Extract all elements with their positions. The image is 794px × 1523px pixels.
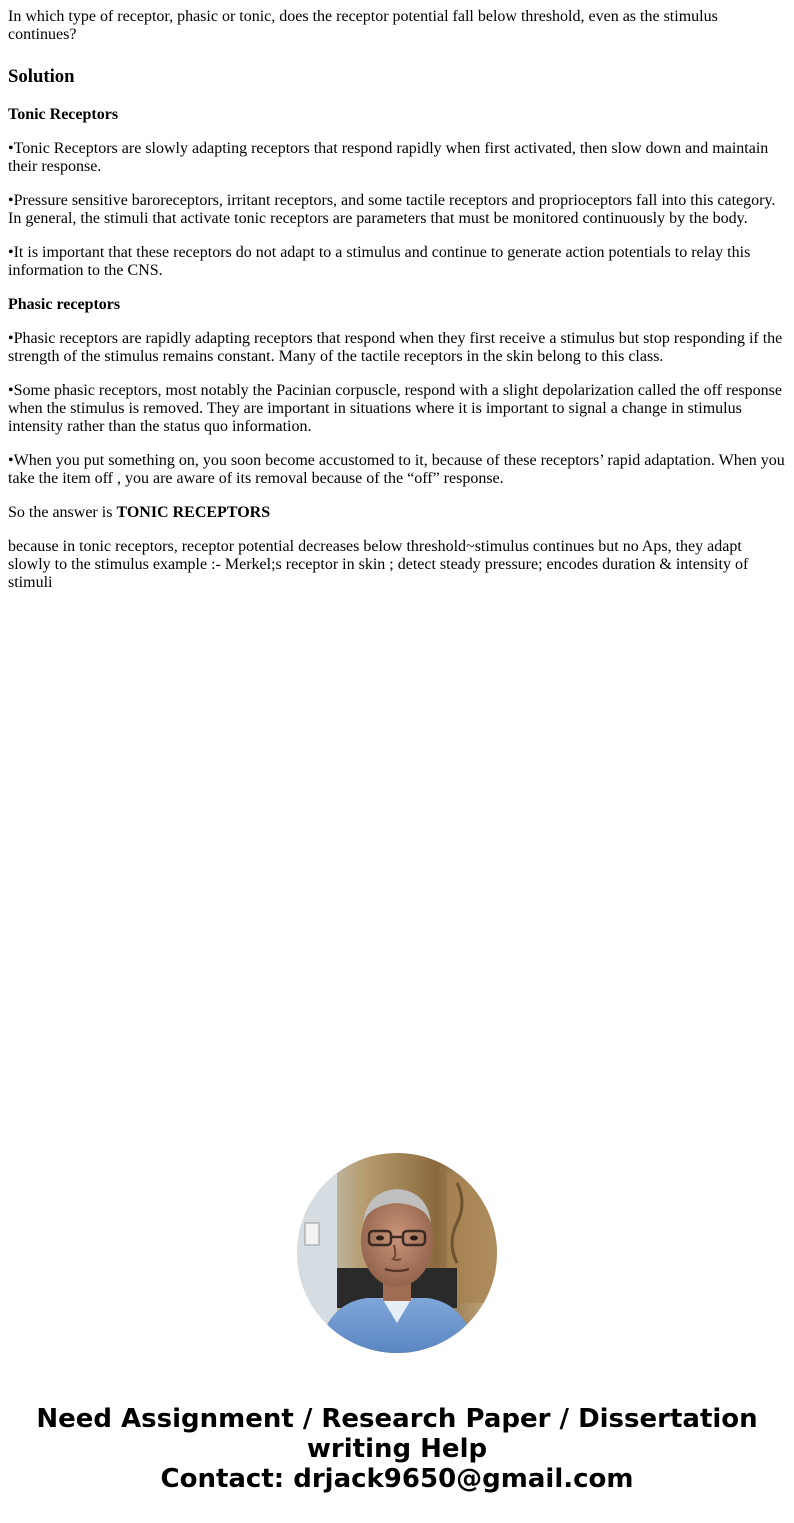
tonic-bullet: •Pressure sensitive baroreceptors, irritant receptors, and some tactile receptors and proprioceptors fall into this category. In general, the stimuli that activate tonic receptors are parameters that must be monitored continuously by the body.	[8, 192, 776, 227]
solution-heading: Solution	[8, 66, 75, 87]
phasic-bullet: •When you put something on, you soon become accustomed to it, because of these receptors’ rapid adaptation. When you take the item off , you are aware of its removal because of the “off” response.	[8, 452, 785, 487]
answer-line	[8, 504, 788, 522]
answer-document	[8, 8, 788, 608]
question-text: In which type of receptor, phasic or tonic, does the receptor potential fall below threshold, even as the stimulus continues?	[8, 8, 718, 43]
answer-value: TONIC RECEPTORS	[116, 504, 271, 521]
answer-prefix: So the answer is	[8, 504, 117, 521]
phasic-bullet: •Some phasic receptors, most notably the Pacinian corpuscle, respond with a slight depolarization called the off response when the stimulus is removed. They are important in situations where it is important to signal a change in stimulus intensity rather than the status quo information.	[8, 382, 782, 435]
tonic-title: Tonic Receptors	[8, 106, 119, 123]
phasic-title: Phasic receptors	[8, 296, 121, 313]
contact-banner-line-2: writing Help	[306, 1434, 488, 1464]
tonic-bullet: •Tonic Receptors are slowly adapting receptors that respond rapidly when first activated, then slow down and maintain their response.	[8, 140, 769, 175]
contact-banner	[0, 1404, 794, 1494]
phasic-bullet: •Phasic receptors are rapidly adapting receptors that respond when they first receive a stimulus but stop responding if the strength of the stimulus remains constant. Many of the tactile receptors in the skin belong to this class.	[8, 330, 783, 365]
tonic-bullet: •It is important that these receptors do not adapt to a stimulus and continue to generate action potentials to relay this information to the CNS.	[8, 244, 751, 279]
author-avatar	[297, 1153, 497, 1353]
contact-banner-line-1: Need Assignment / Research Paper / Dissertation	[36, 1404, 758, 1434]
contact-email[interactable]: Contact: drjack9650@gmail.com	[160, 1464, 634, 1494]
author-portrait-image	[297, 1153, 497, 1353]
explanation-text: because in tonic receptors, receptor potential decreases below threshold~stimulus continues but no Aps, they adapt slowly to the stimulus example :- Merkel;s receptor in skin ; detect steady pressure; encodes duration & intensity of stimuli	[8, 538, 749, 591]
phasic-section-title	[8, 296, 788, 314]
tonic-section-title	[8, 106, 788, 124]
